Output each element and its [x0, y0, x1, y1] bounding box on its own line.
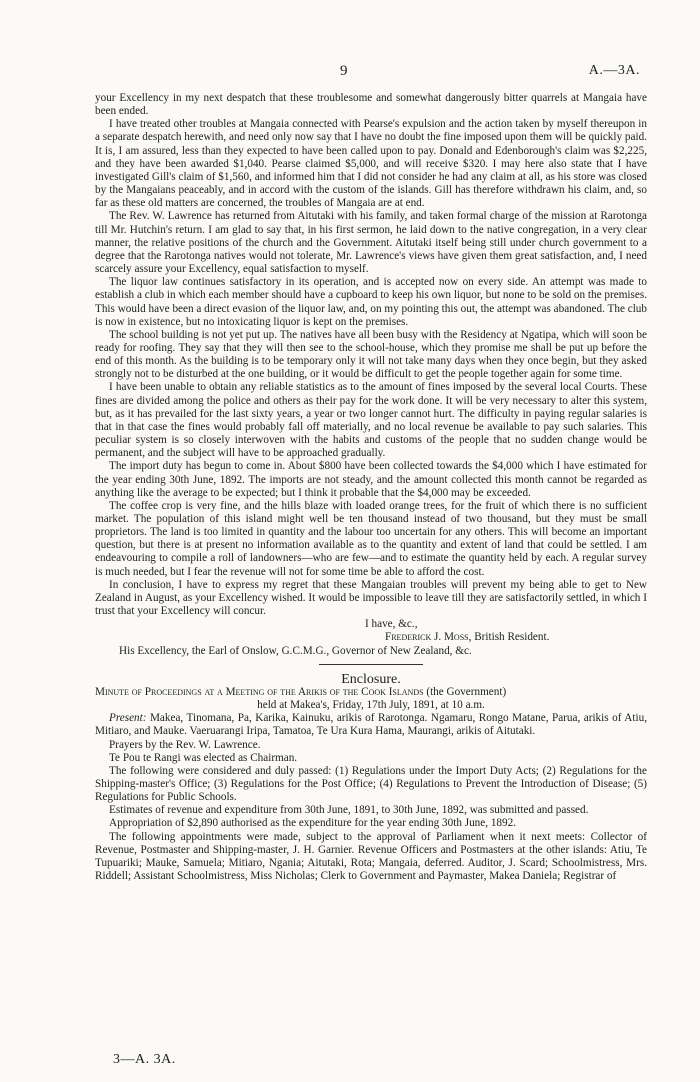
- page-number: 9: [340, 63, 348, 79]
- addressee: His Excellency, the Earl of Onslow, G.C.M.G., Governor of New Zealand, &c.: [119, 644, 472, 657]
- page-header: [0, 63, 700, 83]
- minute-title-main: Minute of Proceedings at a Meeting of the Arikis of the Cook Islands: [95, 685, 424, 698]
- page-reference: A.—3A.: [588, 63, 640, 78]
- paragraph: I have treated other troubles at Mangaia connected with Pearse's expulsion and the action taken by myself thereupon in a separate despatch herewith, and need only now say that I have no doubt the fine imposed upon them will be quickly paid. It is, I am assured, less than they expected to have been called upon to pay. Donald and Edenborough's claim was $2,225, and they have been awarded $1,040. Pearse claimed $5,000, and will receive $320. I may here also state that I have investigated Gill's claim of $1,560, and informed him that I did not consider he had any claim at all, as his store was closed by the Mangaians peaceably, and in accord with the custom of the islands. Gill has therefore withdrawn his claim, and, so far as these old matters are concerned, the troubles of Mangaia are at end.: [95, 118, 647, 210]
- present-paragraph: [95, 712, 647, 738]
- signatory-name: Frederick J. Moss,: [385, 631, 472, 644]
- minute-paragraph: Prayers by the Rev. W. Lawrence.: [109, 738, 261, 751]
- enclosure-title: Enclosure.: [341, 671, 401, 687]
- paragraph: The Rev. W. Lawrence has returned from Aitutaki with his family, and taken formal charge of the mission at Rarotonga till Mr. Hutchin's return. I am glad to say that, in his first sermon, he laid down to the native congregation, in a very clear manner, the relative positions of the church and the Government. Aitutaki itself being still under church government to a degree that the Rarotonga natives would not tolerate, Mr. Lawrence's views have given them great satisfaction, and, I need scarcely assure your Excellency, equal satisfaction to myself.: [95, 210, 647, 276]
- minute-paragraph: Estimates of revenue and expenditure from 30th June, 1891, to 30th June, 1892, was submitted and passed.: [109, 804, 589, 817]
- minute-paragraph: Te Pou te Rangi was elected as Chairman.: [109, 751, 298, 764]
- signatory-line: [95, 631, 647, 644]
- minute-title: [95, 686, 647, 699]
- section-divider: [319, 664, 423, 665]
- signoff-block: [95, 618, 647, 644]
- closing-line: I have, &c.,: [365, 618, 418, 631]
- present-label: Present:: [109, 712, 147, 725]
- paragraph: I have been unable to obtain any reliable statistics as to the amount of fines imposed by the several local Courts. These fines are divided among the police and others as their pay for the work done. It will be very necessary to alter this system, but, as it has prevailed for the last sixty years, a year or two longer cannot hurt. The difficulty in paying regular salaries is that in that case the fines would probably fall off materially, and no local revenue be available to pay such salaries. This peculiar system is so closely interwoven with the habits and customs of the people that no sudden change would be permanent, and the subject will have to be approached gradually.: [95, 381, 647, 460]
- minute-paragraph: The following appointments were made, subject to the approval of Parliament when it next meets: Collector of Revenue, Postmaster and Shipping-master, J. H. Garnier. Revenue Officers and Postmasters at the other islands: Atiu, Te Tupuariki; Mauke, Samuela; Mitiaro, Ngania; Aitutaki, Rota; Mangaia, deferred. Auditor, J. Scard; Schoolmistress, Mrs. Riddell; Assistant Schoolmistress, Miss Nicholas; Clerk to Government and Paymaster, Makea Daniela; Registrar of: [95, 830, 647, 883]
- paragraph: The liquor law continues satisfactory in its operation, and is accepted now on every side. An attempt was made to establish a club in which each member should have a cupboard to keep his own liquor, but none to be sold on the premises. This would have been a direct evasion of the liquor law, and, on my pointing this out, the attempt was abandoned. The club is now in existence, but no intoxicating liquor is kept on the premises.: [95, 276, 647, 328]
- minute-paragraph: Appropriation of $2,890 authorised as the expenditure for the year ending 30th June, 1892.: [109, 817, 516, 830]
- paragraph: The import duty has begun to come in. About $800 have been collected towards the $4,000 which I have estimated for the year ending 30th June, 1892. The imports are not steady, and the amount collected this month cannot be regarded as anything like the average to be expected; but I think it probable that the $4,000 may be exceeded.: [95, 460, 647, 499]
- minute-paragraph: The following were considered and duly passed: (1) Regulations under the Import Duty Acts; (2) Regulations for the Shipping-master's Office; (3) Regulations for the Post Office; (4) Regulations to Prevent the Introduction of Disease; (5) Regulations for Public Schools.: [95, 764, 647, 804]
- paragraph: In conclusion, I have to express my regret that these Mangaian troubles will prevent my being able to get to New Zealand in August, as your Excellency wished. It would be impossible to leave till they are satisfactorily settled, in which I trust that your Excellency will concur.: [95, 578, 647, 618]
- present-text: Makea, Tinomana, Pa, Karika, Kainuku, arikis of Rarotonga. Ngamaru, Rongo Matane, Parua, arikis of Atiu, Mitiaro, and Mauke. Vaeruarangi Iripa, Tamatoa, Te Ura Kura Hama, Maurangi, arikis of Aitutaki.: [95, 712, 647, 738]
- paragraph: your Excellency in my next despatch that these troublesome and somewhat dangerously bitter quarrels at Mangaia have been ended.: [95, 92, 647, 118]
- paragraph: The coffee crop is very fine, and the hills blaze with loaded orange trees, for the fruit of which there is no sufficient market. The population of this island might well be ten thousand instead of two thousand, but they must be small proprietors. The land is too limited in quantity and the labour too uncertain for any others. This will become an important question, but there is at present no information available as to the quantity and extent of land that could be settled. I am endeavouring to compile a roll of landowners—who are few—and to estimate the quantity held by each. A regular survey is much needed, but I fear the revenue will not for some time be able to afford the cost.: [95, 499, 647, 578]
- signature-mark: 3—A. 3A.: [113, 1052, 176, 1067]
- minute-subtitle: held at Makea's, Friday, 17th July, 1891, at 10 a.m.: [257, 699, 485, 712]
- page-body: [95, 92, 647, 883]
- paragraph: The school building is not yet put up. The natives have all been busy with the Residency at Ngatipa, which will soon be ready for roofing. They say that they will then see to the school-house, which they promise me shall be put up before the end of this month. As the building is to be temporary only it will not take many days when they once begin, but they asked strongly not to be disturbed at the one building, or it would be difficult to get the people together again for some time.: [95, 328, 647, 381]
- minute-title-paren: (the Government): [426, 685, 507, 698]
- signatory-title: British Resident.: [474, 631, 550, 644]
